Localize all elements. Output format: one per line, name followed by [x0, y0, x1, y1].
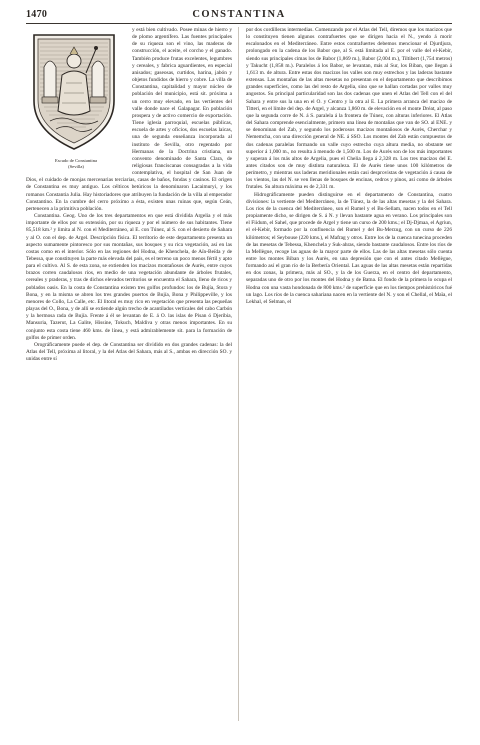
column-divider	[238, 27, 239, 721]
figure-caption	[26, 158, 126, 169]
header-rule	[26, 23, 452, 24]
left-paragraph-1: y está bien cultivado. Posee minas de hierro y de plomo argentífero. Las fuentes principales de su riqueza son el vino, las maderas de construcción, el aceite, el corcho y el ganado. También produce frutas excelentes, legumbres y cereales, y fabrica aguardientes, en especial anisados; gaseosas, curtidos, harina, jabón y objetos fundidos de hierro y cobre. La villa de Constantina, capitalidad y mayor núcleo de población del municipio, está sit. próxima a un cerro muy elevado, en las vertientes del valle donde nace el Galapagar. En población prospera y de activo comercio de exportación. Tiene iglesia parroquial, escuelas públicas, escuela de artes y oficios, dos escuelas laicas, una de segunda enseñanza incorporada al instituto de Sevilla, otro regentado por Hermanas de la Doctrina cristiana, un convento denominado de Santa Clara, de religiosas franciscanas consagradas a la vida contemplativa, el hospital de San Juan de Dios, el cuidado de monjas mercenarias terciarias, casas de baños, fondas y casinos. El origen de Constantina es muy antiguo. Los célticos betúricos la denominaron Lacaimuryi, y los romanos Constantia Julia. Hay historiadores que atribuyen la fundación de la villa al emperador Constantino. En la cumbre del cerro próximo a ésta, existen unas ruinas que, según Ceán, pertenecen a la primitiva población.	[26, 27, 232, 212]
page-number: 1470	[26, 9, 48, 20]
caption-line-1: Escudo de Constantina	[54, 158, 98, 163]
page-header	[26, 9, 452, 23]
coat-of-arms-figure	[26, 27, 126, 169]
left-paragraph-2: Constantina. Geog. Uno de los tres departamentos en que está dividida Argelia y el más importante de ellos por su extensión, por su riqueza y por el número de sus habitantes. Tiene 85,518 km.² y limita al N. con el Mediterráneo, al E. con Túnez, al S. con el desierto de Sahara y al O. con el dep. de Argel. Descripción física. El territorio de este departamento presenta un aspecto sumamente pintoresco por sus montañas, sus bosques y su rica vegetación, así en las costas como en el interior. Sólo en las regiones del Hodna, de Khenchela, de Aïn-Beïda y de Tebessa, que constituyen la parte más elevada del país, es el terreno un poco menos fértil y apto para el cultivo. Al S. de esta zona, se extienden los macizos montañosos de Aurès, entre cuyos brazos corren caudalosos ríos, en medio de una vegetación abundante de árboles frutales, cereales y praderas, y tras de dichos elevados territorios se encuentra el Sahara, lleno de ricos y poblados oasis. En la costa de Constantina existen tres golfos profundos: los de Bujía, Stora y Bona, y en la misma se abren los tres grandes puertos de Bujía, Bona y Philippeville, y los menores de Collo, La Calle, etc. El litoral es muy rico en vegetación que presenta las pequeñas playas del O., Bona, y de allí se extiende algún trecho de acantilados verticales del cabo Carbón y la hermosa rada de Bujía. Frente á él se levantan de E. á O. las islas de Pisan ó Djeribia, Mansuria, Tazerut, La Galite, Hissine, Tokuch, Maldiva y otras menos importantes. En su conjunto esta costa tiene 460 kms. de línea, y está admirablemente sit. para la formación de golfos de primer orden.	[26, 213, 232, 341]
left-paragraph-3: Orográficamente puede el dep. de Constantina ser dividido en dos grandes cadenas: la del Atlas del Tell, próxima al litoral, y la del Atlas del Sahara, más al S., ambas en dirección SO. y unidas entre sí	[26, 341, 232, 363]
right-paragraph-1: por dos cordilleras intermedias. Comenzando por el Atlas del Tell, diremos que los macizos que lo constituyen tienen algunos contrafuertes que se dirigen hacia el N., yendo á morir escalonados en el Mediterráneo. Entre estos contrafuertes debemos mencionar el Djurdjura, prolongado en la cadena de los Babor que, al S. está limitada al E. por el valle del el-Kebir, siendo sus principales cimas los de Babor (1,869 m.), Babor (2,004 m.), Tiltibert (1,754 metros) y Takucht (1,858 m.). Paralelos á los Babor, se levantan, más al Sur, los Biban, que llegan á 1,613 m. de altura. Entre estas dos macizos los valles son muy estrechos y las laderas bastante extensas. Las montañas de las altas mesetas no presentan en el departamento que describimos grandes superficies, como las del resto de Argelia, sino que se hallan cortadas por valles muy angostos. Su principal particularidad son las dos cadenas que unen el Atlas del Tell con el del Sahara y entre sus la una en el O. y Centro y la otra al E. La primera arranca del macizo de Titteri, en el límite del dep. de Argel, y alcanza 1,860 m. de elevación en el monte Dréat, al paso que la segunda corre de N. á S. paralela á la frontera de Túnez, con alturas inferiores. El Atlas del Sahara comprende esencialmente, primero una línea de montañas que van de SO. al ENE. y se denominan del Zab, y segundo los poderosos macizos montañosos de Aurès, Cherchar y Nememcha, con una dirección general de NE. á SSO. Los montes del Zab están compuestos de dos cadenas paralelas formando un valle cuyo estrecho cuya altura media, no obstante ser superior á 1,000 m., no resulta á menudo de 1,500 m. Los de Aurès son de los más importantes y superan á los más altos de Argelia, pues el Chelia llega á 2,328 m. Los tres macizos del E. antes citados son de muy distinta naturaleza. El de Aurès tiene unos 100 kilómetros de perímetro, y mientras sus laderas meridionales están casi desprovistas de vegetación á causa de los vientos, las del N. se ven llenas de bosques de encinas, cedros y pinos, así como de árboles frutales. Su altura máxima es de 2,331 m.	[246, 27, 452, 191]
right-paragraph-2: Hidrográficamente pueden distinguirse en el departamento de Constantina, cuatro divisiones: la vertiente del Mediterráneo, la de Túnez, la de las altas mesetas y la del Sahara. Los ríos de la cuenca del Mediterráneo, son el Rumel y el Bu-Sellam, nacen todos en el Tell propiamente dicho, se dirigen de S. á N. y llevan bastante agua en verano. Los principales son el Fiidum, el Sahel, que procede de Argel y tiene un curso de 200 kms.; el Dj-Djmaa, el Agriun, el el-Kebir, formado por la confluencia del Rumel y del Bu-Merzug, con un curso de 226 kilómetros; el Seybouse (220 kms.), el Mafrag y otros. Entre los de la cuenca tunecina proceden de las mesetas de Tebessa, Khenchela y Suk-ahras, siendo bastante caudalosos. Entre los ríos de la Mellègue, recoge las aguas de la mayor parte de ellos. Las de las altas mesetas sólo cuenta entre los montes Biban y los Aurès, en una depresión que con el antes citado Mellègue, formando así el gran río de la Berbería Oriental. Las aguas de las altas mesetas están repartidas en dos zonas, la primera, más al SO., y la de los Guerza, en el centro del departamento, separadas uno de otro por los montes del Hodna y de Batna. El fondo de la primera lo ocupa el Hodna con una vasta hondonada de 800 kms.² de superficie que en los tiempos prehistóricos fué un lago. Los ríos de la cuenca sahariana nacen en la vertiente del N. y son el Chellal, el Maïa, el Lekhal, el Selman, el	[246, 191, 452, 305]
right-column	[246, 27, 452, 306]
caption-line-2: (Sevilla)	[68, 163, 84, 169]
coat-of-arms-image	[26, 27, 122, 157]
running-title: CONSTANTINA	[192, 9, 286, 20]
left-column	[26, 27, 232, 363]
